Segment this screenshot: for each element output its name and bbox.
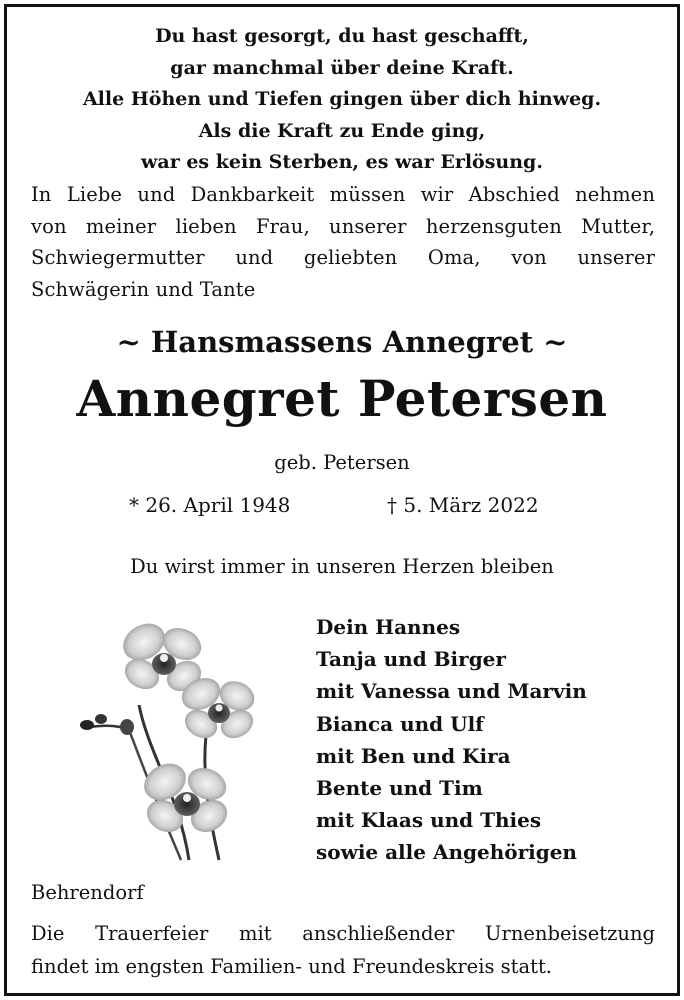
intro-text [31,179,655,305]
poem [27,21,657,179]
orchid-image [69,615,279,865]
poem-line: war es kein Sterben, es war Erlösung. [141,151,543,173]
family-member: Tanja und Birger [316,647,506,672]
deceased-name: Annegret Petersen [76,369,608,428]
place-name: Behrendorf [31,881,144,904]
poem-line: Als die Kraft zu Ende ging, [198,119,486,142]
family-member: Bente und Tim [316,776,483,801]
family-member: sowie alle Angehörigen [316,840,577,865]
intro-line: Schwägerin und Tante [31,277,256,301]
family-member: mit Vanessa und Marvin [316,679,587,704]
family-member: Dein Hannes [316,615,461,639]
service-line: findet im engsten Familien- und Freundeskreis statt. [31,955,552,978]
death-date: † 5. März 2022 [387,493,539,517]
family-list [316,611,587,869]
family-member: mit Ben und Kira [316,743,511,768]
poem-line: gar manchmal über deine Kraft. [170,56,514,79]
obituary-notice [4,4,680,996]
service-line: Die Trauerfeier mit anschließender Urnenbeisetzung [31,922,655,945]
family-member: Bianca und Ulf [316,711,484,736]
birth-date: * 26. April 1948 [129,493,291,517]
service-info [31,917,655,983]
maiden-name: geb. Petersen [274,451,410,474]
nickname: ~ Hansmassens Annegret ~ [116,325,568,359]
intro-line: Schwiegermutter und geliebten Oma, von unserer [31,246,655,269]
motto: Du wirst immer in unseren Herzen bleiben [130,555,554,578]
poem-line: Du hast gesorgt, du hast geschafft, [155,25,529,47]
intro-line: von meiner lieben Frau, unserer herzensguten Mutter, [31,214,655,238]
family-member: mit Klaas und Thies [316,808,542,833]
poem-line: Alle Höhen und Tiefen gingen über dich hinweg. [82,88,602,110]
intro-line: In Liebe und Dankbarkeit müssen wir Abschied nehmen [31,183,655,206]
